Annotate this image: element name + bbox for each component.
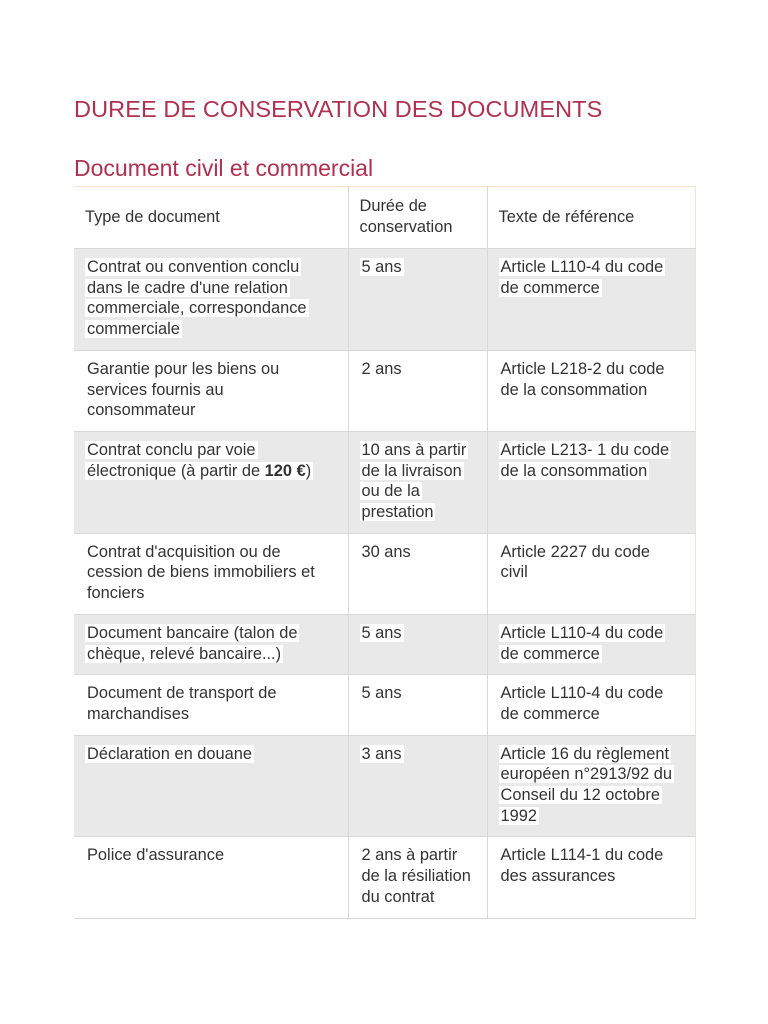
cell-type [74, 249, 348, 351]
cell-texte [487, 533, 695, 614]
cell-type [74, 837, 348, 918]
cell-text: Police d'assurance [87, 846, 225, 865]
table-row [74, 837, 695, 918]
cell-text: Article L110-4 du code de commerce [500, 684, 664, 723]
cell-duree [348, 350, 487, 431]
page-title: DUREE DE CONSERVATION DES DOCUMENTS [74, 96, 603, 122]
cell-text: Article L213- 1 du code de la consommation [500, 440, 670, 480]
cell-text [85, 441, 313, 480]
cell-text: Document bancaire (talon de chèque, relevé bancaire...) [87, 623, 298, 663]
cell-text: 5 ans [361, 684, 402, 703]
cell-text: Article 16 du règlement européen n°2913/92 du Conseil du 12 octobre 1992 [500, 744, 673, 825]
cell-text: 3 ans [361, 744, 402, 763]
retention-table [74, 186, 696, 919]
table-row [74, 533, 695, 614]
cell-texte [487, 350, 695, 431]
cell-text: Article 2227 du code civil [500, 542, 650, 582]
cell-text: Garantie pour les biens ou services fournis au consommateur [87, 359, 280, 420]
table-row [74, 249, 695, 351]
table-header-row [74, 187, 695, 249]
cell-text: Contrat d'acquisition ou de cession de biens immobiliers et fonciers [87, 542, 315, 603]
cell-text: Article L218-2 du code de la consommation [500, 359, 665, 399]
cell-text: 10 ans à partir de la livraison ou de la prestation [361, 440, 467, 522]
cell-text: 5 ans [361, 258, 402, 276]
cell-text: 30 ans [361, 542, 411, 561]
cell-texte [487, 675, 695, 735]
header-type-document: Type de document [74, 187, 348, 249]
cell-text: 2 ans [361, 359, 402, 378]
cell-duree [348, 837, 487, 918]
cell-duree [348, 614, 487, 674]
cell-texte [487, 735, 695, 837]
cell-type [74, 431, 348, 533]
table-row [74, 431, 695, 533]
table-row [74, 675, 695, 735]
cell-duree [348, 735, 487, 837]
cell-type [74, 533, 348, 614]
table-row [74, 735, 695, 837]
header-texte-reference: Texte de référence [487, 187, 695, 249]
cell-text: Déclaration en douane [87, 744, 252, 763]
cell-text: Article L114-1 du code des assurances [500, 846, 664, 886]
cell-text: Contrat ou convention conclu dans le cadre d'une relation commerciale, correspondance commerciale [87, 258, 307, 339]
section-title: Document civil et commercial [74, 155, 374, 181]
cell-type [74, 675, 348, 735]
cell-text-part: Contrat conclu par voie électronique (à partir de [87, 440, 265, 480]
cell-text-part: ) [305, 461, 312, 480]
cell-texte [487, 249, 695, 351]
cell-duree [348, 431, 487, 533]
cell-type [74, 614, 348, 674]
table-row [74, 350, 695, 431]
cell-text: 5 ans [361, 623, 402, 642]
header-duree-conservation: Durée de conservation [348, 187, 487, 249]
cell-text: Document de transport de marchandises [87, 684, 277, 723]
cell-text: Article L110-4 du code de commerce [500, 258, 664, 297]
cell-texte [487, 837, 695, 918]
cell-duree [348, 249, 487, 351]
table-row [74, 614, 695, 674]
cell-texte [487, 431, 695, 533]
amount-value: 120 € [264, 461, 306, 480]
cell-duree [348, 675, 487, 735]
cell-texte [487, 614, 695, 674]
cell-text: 2 ans à partir de la résiliation du contrat [361, 846, 471, 906]
cell-duree [348, 533, 487, 614]
cell-type [74, 735, 348, 837]
cell-text: Article L110-4 du code de commerce [500, 623, 664, 663]
cell-type [74, 350, 348, 431]
